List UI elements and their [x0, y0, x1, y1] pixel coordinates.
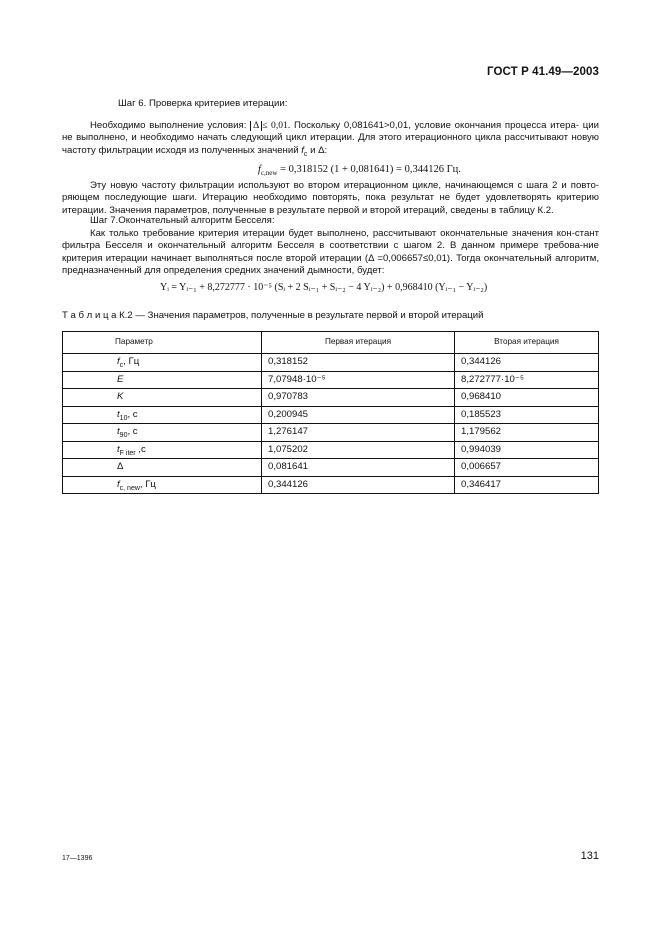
second-iteration-value: 0,346417	[455, 476, 599, 494]
second-iteration-value: 0,994039	[455, 441, 599, 459]
step6-condition: Необходимо выполнение условия: Δ ≤ 0,01. Поскольку 0,081641>0,01, условие окончания процесса итера- ции не выполнено, и необходимо начать следующий цикл итерации. Для этого итерационного цикла рассчитывают новую частоту фильтрации исходя из полученных значений $f_c$ и Δ:	[62, 120, 599, 158]
header-parameter: Параметр	[63, 332, 262, 354]
param-cell: $f_c$, Гц	[63, 354, 262, 372]
table-row	[63, 459, 599, 477]
second-iteration-value: 0,968410	[455, 389, 599, 407]
table-row	[63, 476, 599, 494]
first-iteration-value: 0,200945	[262, 406, 455, 424]
second-iteration-value: 0,344126	[455, 354, 599, 372]
first-iteration-value: 0,081641	[262, 459, 455, 477]
table-header-row	[63, 332, 599, 354]
first-iteration-value: 1,075202	[262, 441, 455, 459]
param-cell: E	[63, 371, 262, 389]
first-iteration-value: 7,07948·10⁻⁵	[262, 371, 455, 389]
formula-fc-new: $f_{c,new} = 0,318152$ (1 + 0,081641) = 0,344126 Гц.	[258, 164, 461, 178]
formula-bessel: Yᵢ = Yᵢ₋₁ + 8,272777 · 10⁻⁵ (Sᵢ + 2 Sᵢ₋₁ + Sᵢ₋₂ − 4 Yᵢ₋₂) + 0,968410 (Yᵢ₋₁ − Yᵢ₋₂)	[160, 282, 488, 293]
table-caption: Т а б л и ц а К.2 — Значения параметров, полученные в результате первой и второй итераций	[62, 310, 484, 321]
param-cell: Δ	[63, 459, 262, 477]
table-row	[63, 389, 599, 407]
step6-paragraph: Эту новую частоту фильтрации используют во втором итерационном цикле, начинающемся с шага 2 и повто-ряющем последующие шаги. Итерацию необходимо повторять, пока результат не будет удовлетворять критерию итерации. Значения параметров, полученные в результате первой и второй итераций, сведены в таблицу К.2.	[62, 180, 599, 216]
first-iteration-value: 0,344126	[262, 476, 455, 494]
table-row	[63, 406, 599, 424]
param-cell: $t_{90}$, с	[63, 424, 262, 442]
document-code: ГОСТ Р 41.49—2003	[487, 66, 599, 78]
param-cell: $t_{10}$, с	[63, 406, 262, 424]
table-row	[63, 354, 599, 372]
second-iteration-value: 1,179562	[455, 424, 599, 442]
param-cell: K	[63, 389, 262, 407]
param-cell: $f_{c, new}$, Гц	[63, 476, 262, 494]
second-iteration-value: 0,006657	[455, 459, 599, 477]
first-iteration-value: 1,276147	[262, 424, 455, 442]
second-iteration-value: 0,185523	[455, 406, 599, 424]
step6-title: Шаг 6. Проверка критериев итерации:	[118, 98, 288, 109]
second-iteration-value: 8,272777·10⁻⁵	[455, 371, 599, 389]
step7-title: Шаг 7.Окончательный алгоритм Бесселя:	[90, 215, 275, 226]
table-row	[63, 441, 599, 459]
page-number: 131	[580, 850, 599, 862]
first-iteration-value: 0,970783	[262, 389, 455, 407]
param-cell: $t_{F iter}$ ,с	[63, 441, 262, 459]
abs-delta: Δ	[250, 121, 262, 131]
table-row	[63, 371, 599, 389]
step7-paragraph: Как только требование критерия итерации будет выполнено, рассчитывают окончательные значения кон-стант фильтра Бесселя и окончательный алгоритм Бесселя в соответствии с шагом 2. В данном примере требова-ние критерия итерации начинает выполняться после второй итерации (Δ =0,006657≤0,01). Тогда окончательный алгоритм, предназначенный для определения средних значений дымности, будет:	[62, 228, 599, 277]
header-second-iteration: Вторая итерация	[455, 332, 599, 354]
header-first-iteration: Первая итерация	[262, 332, 455, 354]
footer-code: 17—1396	[62, 855, 93, 862]
first-iteration-value: 0,318152	[262, 354, 455, 372]
table-row	[63, 424, 599, 442]
parameters-table	[62, 331, 599, 494]
